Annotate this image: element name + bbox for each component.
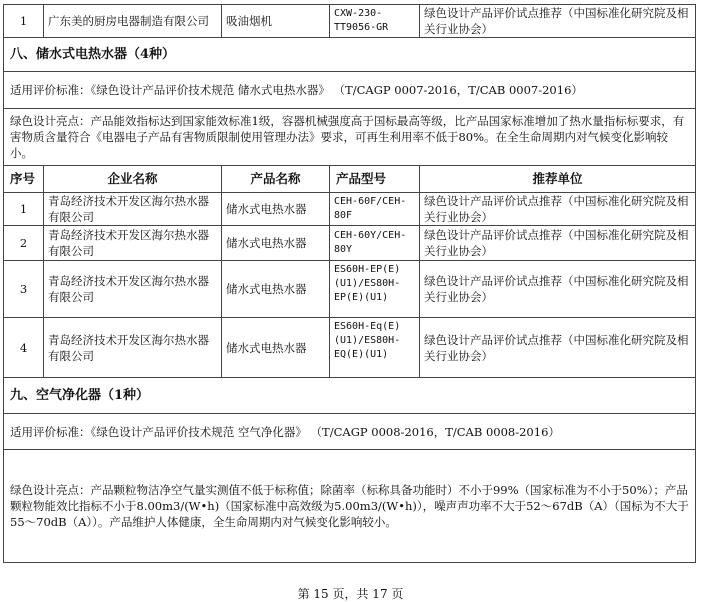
- table-row: [4, 318, 696, 378]
- table-row: [4, 226, 696, 261]
- green-product-table: [3, 4, 696, 563]
- standard-row: [4, 414, 696, 450]
- highlights-row: [4, 109, 696, 166]
- header-model: 产品型号: [330, 166, 420, 193]
- highlights-row: [4, 450, 696, 563]
- row-number: 2: [4, 226, 44, 261]
- product-name: 储水式电热水器: [222, 226, 330, 261]
- row-number: 4: [4, 318, 44, 378]
- product-model: CEH-60F/CEH-80F: [330, 193, 420, 226]
- row-number: 3: [4, 261, 44, 318]
- standard-row: [4, 72, 696, 109]
- section-8-title: 八、储水式电热水器（4种）: [4, 38, 696, 72]
- company-name: 青岛经济技术开发区海尔热水器有限公司: [44, 193, 222, 226]
- product-name: 吸油烟机: [222, 5, 330, 38]
- page-footer: 第 15 页，共 17 页: [297, 587, 404, 601]
- header-product: 产品名称: [222, 166, 330, 193]
- product-name: 储水式电热水器: [222, 261, 330, 318]
- section-heading-row: [4, 38, 696, 72]
- recommender: 绿色设计产品评价试点推荐（中国标准化研究院及相关行业协会）: [420, 318, 696, 378]
- section-9-standard: 适用评价标准：《绿色设计产品评价技术规范 空气净化器》 （T/CAGP 0008-2016，T/CAB 0008-2016）: [4, 414, 696, 450]
- product-model: CEH-60Y/CEH-80Y: [330, 226, 420, 261]
- table-row: [4, 261, 696, 318]
- table-row: [4, 193, 696, 226]
- table-header-row: [4, 166, 696, 193]
- header-recommender: 推荐单位: [420, 166, 696, 193]
- product-model: [330, 261, 420, 318]
- company-name: 青岛经济技术开发区海尔热水器有限公司: [44, 226, 222, 261]
- product-model: CXW-230-TT9056-GR: [330, 5, 420, 38]
- header-no: 序号: [4, 166, 44, 193]
- recommender: 绿色设计产品评价试点推荐（中国标准化研究院及相关行业协会）: [420, 193, 696, 226]
- recommender: 绿色设计产品评价试点推荐（中国标准化研究院及相关行业协会）: [420, 226, 696, 261]
- section-heading-row: [4, 378, 696, 414]
- product-model-text: ES60H-EP(E)(U1)/ES80H-EP(E)(U1): [334, 264, 401, 303]
- product-name: 储水式电热水器: [222, 193, 330, 226]
- company-name: 青岛经济技术开发区海尔热水器有限公司: [44, 261, 222, 318]
- section-9-highlights: 绿色设计亮点：产品颗粒物洁净空气量实测值不低于标称值；除菌率（标称具备功能时）不小于99%（国家标准为不小于50%）；产品颗粒物能效比指标不小于8.00m3/(W•h)（国家标准中高效级为5.00m3/(W•h)），噪声声功率不大于52～67dB（A）（国标为不大于55～70dB（A））。产品维护人体健康，全生命周期内对气候变化影响较小。: [4, 450, 696, 563]
- header-company: 企业名称: [44, 166, 222, 193]
- section-8-highlights: 绿色设计亮点：产品能效指标达到国家能效标准1级，容器机械强度高于国标最高等级，比产品国家标准增加了热水量指标标要求，有害物质含量符合《电器电子产品有害物质限制使用管理办法》要求，可再生利用率不低于80%。在全生命周期内对气候变化影响较小。: [4, 109, 696, 166]
- recommender: 绿色设计产品评价试点推荐（中国标准化研究院及相关行业协会）: [420, 261, 696, 318]
- section-8-standard: 适用评价标准：《绿色设计产品评价技术规范 储水式电热水器》 （T/CAGP 0007-2016，T/CAB 0007-2016）: [4, 72, 696, 109]
- table-row: [4, 5, 696, 38]
- product-model: [330, 318, 420, 378]
- row-number: 1: [4, 193, 44, 226]
- company-name: 广东美的厨房电器制造有限公司: [44, 5, 222, 38]
- row-number: 1: [4, 5, 44, 38]
- product-model-text: ES60H-Eq(E)(U1)/ES80H-EQ(E)(U1): [334, 321, 401, 360]
- recommender: 绿色设计产品评价试点推荐（中国标准化研究院及相关行业协会）: [420, 5, 696, 38]
- product-name: 储水式电热水器: [222, 318, 330, 378]
- section-9-title: 九、空气净化器（1种）: [4, 378, 696, 414]
- company-name: 青岛经济技术开发区海尔热水器有限公司: [44, 318, 222, 378]
